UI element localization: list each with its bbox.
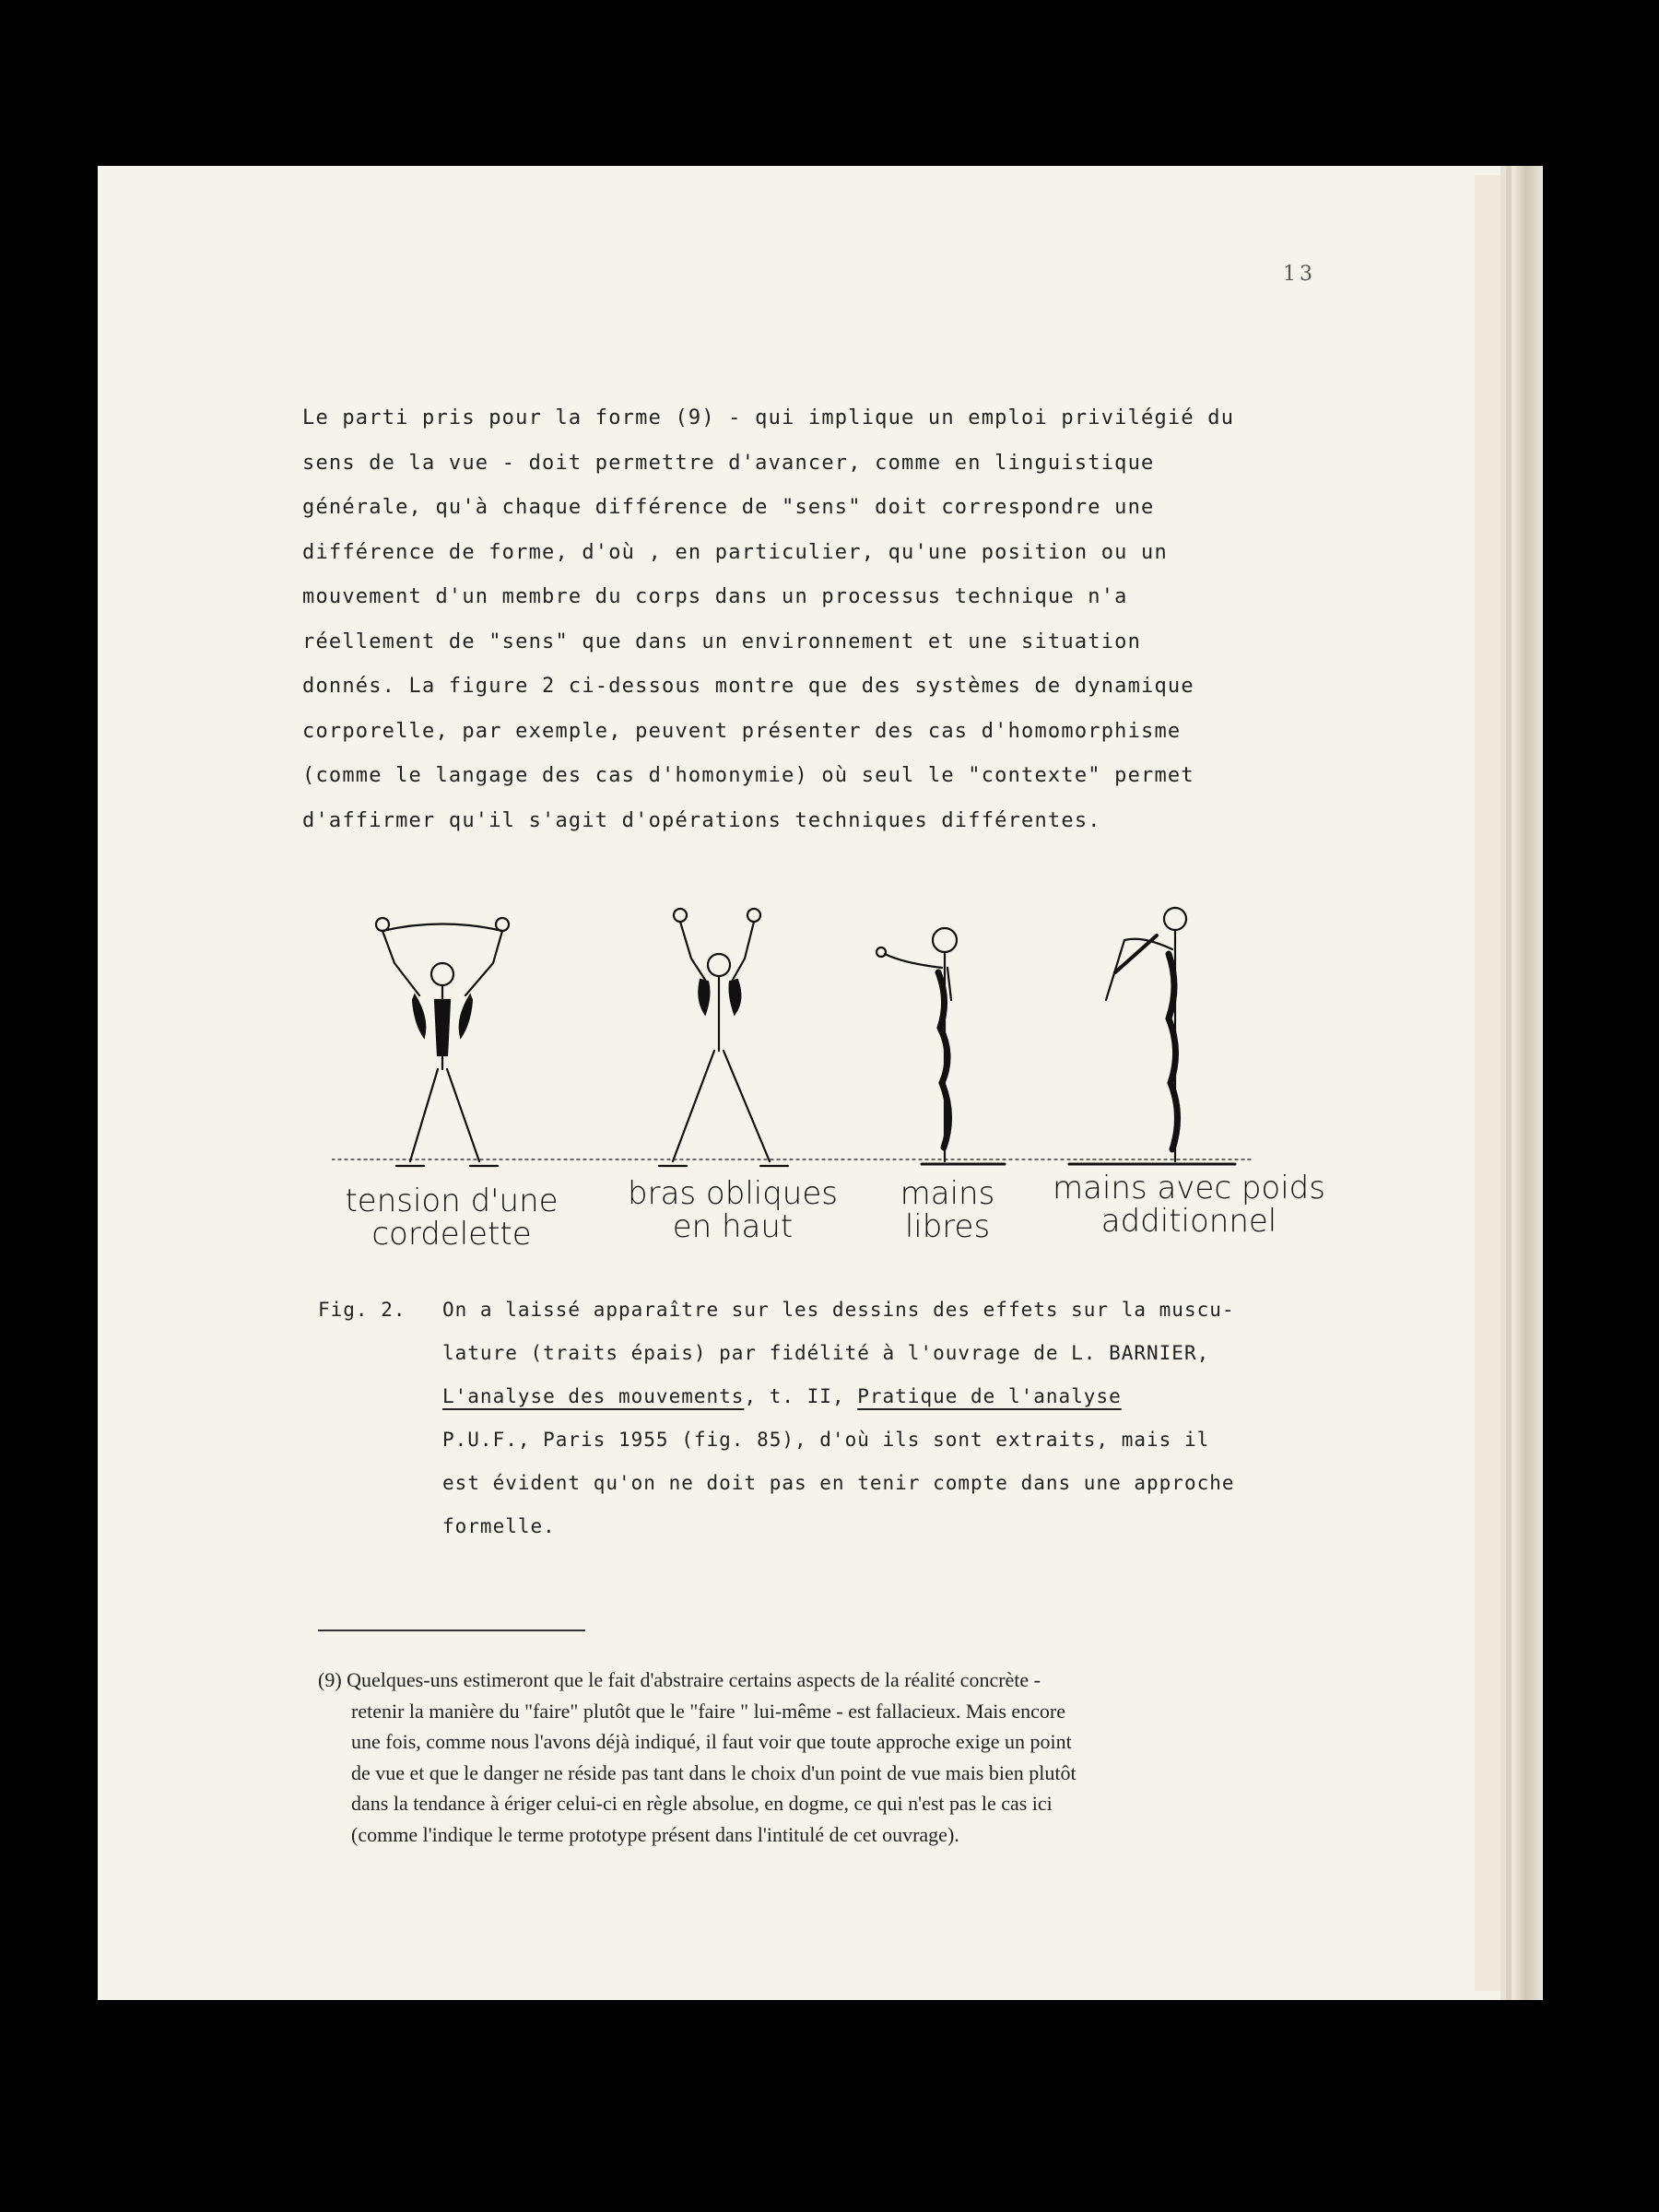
caption-line: est évident qu'on ne doit pas en tenir compte dans une approche (442, 1472, 1235, 1494)
footnote-line: dans la tendance à ériger celui-ci en règle absolue, en dogme, ce qui n'est pas le cas ici (351, 1792, 1053, 1815)
figure-label: Fig. 2. (318, 1299, 406, 1321)
footnote-line: (9) Quelques-uns estimeront que le fait d'abstraire certains aspects de la réalité concrète - (318, 1668, 1041, 1691)
caption-line: P.U.F., Paris 1955 (fig. 85), d'où ils sont extraits, mais il (442, 1429, 1210, 1451)
body-line: Le parti pris pour la forme (9) - qui implique un emploi privilégié du (302, 406, 1235, 429)
cited-title: L'analyse des mouvements (442, 1385, 745, 1407)
caption-line: formelle. (442, 1515, 556, 1537)
caption-line: On a laissé apparaître sur les dessins des effets sur la muscu- (442, 1299, 1235, 1321)
page-stack-edge (1500, 166, 1543, 2000)
caption-line (442, 1375, 1318, 1418)
body-line: sens de la vue - doit permettre d'avancer, comme en linguistique (302, 451, 1155, 475)
caption-fragment: , t. II, (744, 1385, 858, 1407)
body-line: mouvement d'un membre du corps dans un processus technique n'a (302, 585, 1128, 608)
body-line: générale, qu'à chaque différence de "sens" doit correspondre une (302, 496, 1155, 519)
body-line: réellement de "sens" que dans un environnement et une situation (302, 629, 1142, 653)
label-mains-libres: mains libres (900, 1175, 995, 1245)
footnote-line: de vue et que le danger ne réside pas tant dans le choix d'un point de vue mais bien plutôt (351, 1760, 1077, 1784)
body-paragraph (302, 396, 1261, 843)
label-bras-obliques: bras obliques en haut (628, 1175, 838, 1245)
footnote-line: une fois, comme nous l'avons déjà indiqué, il faut voir que toute approche exige un point (351, 1730, 1072, 1753)
figure-mains-poids (1069, 908, 1235, 1164)
body-line: différence de forme, d'où , en particulier, qu'une position ou un (302, 540, 1168, 564)
label-mains-poids: mains avec poids additionnel (1053, 1170, 1325, 1240)
footnote-divider (318, 1630, 585, 1631)
label-tension-cordelette: tension d'une cordelette (345, 1182, 559, 1253)
figure-2 (332, 899, 1346, 1253)
figure-tension-cordelette (376, 918, 509, 1166)
page-curl (1475, 175, 1500, 1991)
caption-line: lature (traits épais) par fidélité à l'ouvrage de L. BARNIER, (442, 1342, 1210, 1364)
body-line: corporelle, par exemple, peuvent présenter des cas d'homomorphisme (302, 719, 1182, 743)
page-number: 13 (1283, 263, 1316, 286)
body-line: d'affirmer qu'il s'agit d'opérations techniques différentes. (302, 808, 1101, 832)
footnote-line: retenir la manière du "faire" plutôt que le "faire " lui-même - est fallacieux. Mais encore (351, 1699, 1066, 1723)
footnote (318, 1665, 1286, 1850)
figure-bras-obliques (659, 909, 788, 1166)
body-line: (comme le langage des cas d'homonymie) où seul le "contexte" permet (302, 764, 1194, 787)
figure-mains-libres (877, 928, 1005, 1164)
cited-subtitle: Pratique de l'analyse (857, 1385, 1122, 1407)
body-line: donnés. La figure 2 ci-dessous montre que des systèmes de dynamique (302, 675, 1194, 698)
footnote-line: (comme l'indique le terme prototype présent dans l'intitulé de cet ouvrage). (351, 1822, 959, 1846)
